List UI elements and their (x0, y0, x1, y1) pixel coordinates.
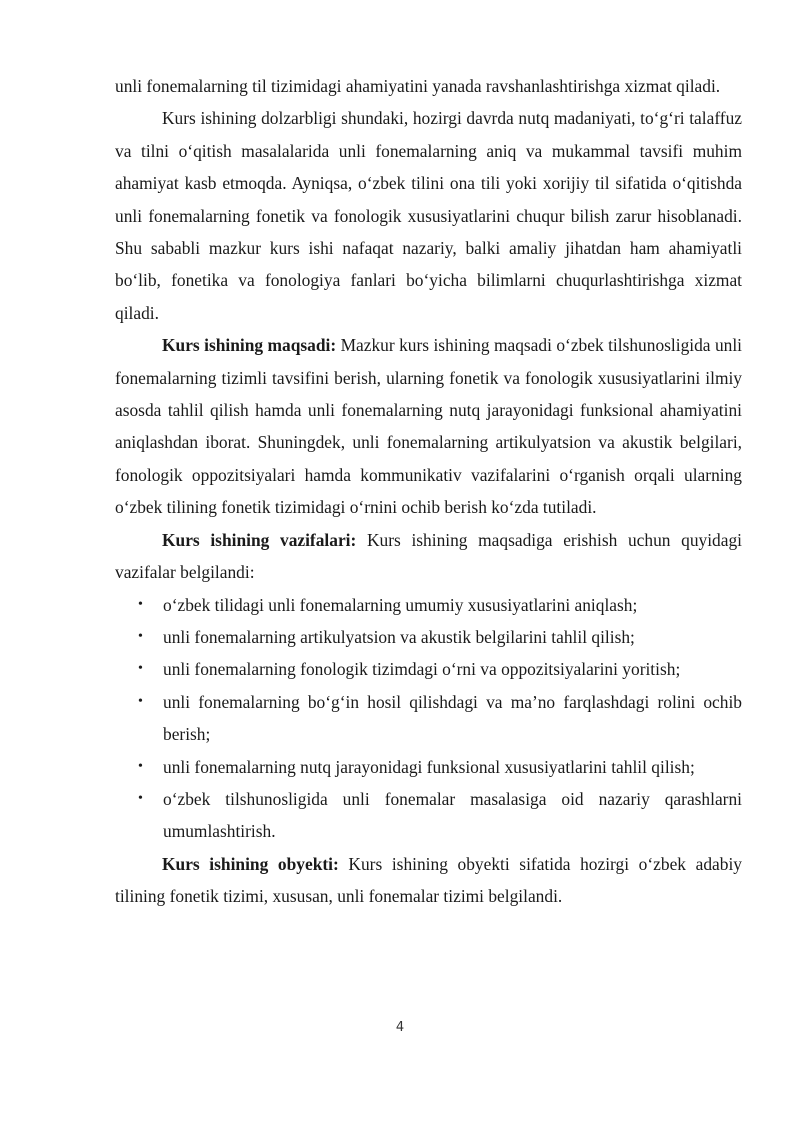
task-text: o‘zbek tilidagi unli fonemalarning umumiy xususiyatlarini aniqlash; (163, 594, 638, 615)
task-text: unli fonemalarning nutq jarayonidagi funksional xususiyatlarini tahlil qilish; (163, 756, 695, 777)
list-item (138, 589, 742, 621)
page-number: 4 (395, 1020, 405, 1035)
bullet-icon: • (138, 693, 143, 709)
list-item (138, 653, 742, 685)
page-body (115, 70, 742, 913)
task-text: unli fonemalarning artikulyatsion va akustik belgilarini tahlil qilish; (163, 626, 635, 647)
object-heading: Kurs ishining obyekti: (162, 853, 339, 874)
paragraph-object (115, 848, 742, 913)
list-item (138, 621, 742, 653)
bullet-icon: • (138, 628, 143, 644)
task-text: o‘zbek tilshunosligida unli fonemalar masalasiga oid nazariy qarashlarni umumlashtirish. (163, 788, 742, 842)
list-item (138, 751, 742, 783)
tasks-heading: Kurs ishining vazifalari: (162, 529, 357, 550)
list-item (138, 783, 742, 848)
bullet-icon: • (138, 758, 143, 774)
purpose-heading: Kurs ishining maqsadi: (162, 335, 337, 356)
paragraph-tasks (115, 524, 742, 589)
list-item (138, 686, 742, 751)
paragraph-relevance: Kurs ishining dolzarbligi shundaki, hozirgi davrda nutq madaniyati, to‘g‘ri talaffuz va tilni o‘qitish masalalarida unli fonemalarning aniq va mukammal tavsifi muhim ahamiyat kasb etmoqda. Ayniqsa, o‘zbek tilini ona tili yoki xorijiy til sifatida o‘qitishda unli fonemalarning fonetik va fonologik xususiyatlarini chuqur bilish zarur hisoblanadi. Shu sababli mazkur kurs ishi nafaqat nazariy, balki amaliy jihatdan ham ahamiyatli bo‘lib, fonetika va fonologiya fanlari bo‘yicha bilimlarni chuqurlashtirishga xizmat qiladi. (115, 108, 742, 323)
paragraph-continuation: unli fonemalarning til tizimidagi ahamiyatini yanada ravshanlashtirishga xizmat qiladi. (115, 76, 721, 96)
tasks-intro-text: Kurs ishining maqsadiga erishish uchun quyidagi vazifalar belgilandi: (115, 529, 742, 583)
purpose-text: Mazkur kurs ishining maqsadi o‘zbek tilshunosligida unli fonemalarning tizimli tavsifini berish, ularning fonetik va fonologik xususiyatlarini ilmiy asosda tahlil qilish hamda unli fonemalarning nutq jarayonidagi funksional ahamiyatini aniqlashdan iborat. Shuningdek, unli fonemalarning artikulyatsion va akustik belgilari, fonologik oppozitsiyalari hamda kommunikativ vazifalarini o‘rganish orqali ularning o‘zbek tilining fonetik tizimidagi o‘rnini ochib berish ko‘zda tutiladi. (115, 335, 742, 518)
tasks-list (115, 589, 742, 848)
paragraph-purpose (115, 329, 742, 523)
object-text: Kurs ishining obyekti sifatida hozirgi o‘zbek adabiy tilining fonetik tizimi, xususan, unli fonemalar tizimi belgilandi. (115, 853, 742, 907)
bullet-icon: • (138, 661, 143, 677)
bullet-icon: • (138, 790, 143, 806)
bullet-icon: • (138, 596, 143, 612)
task-text: unli fonemalarning bo‘g‘in hosil qilishdagi va ma’no farqlashdagi rolini ochib berish; (163, 691, 742, 745)
task-text: unli fonemalarning fonologik tizimdagi o‘rni va oppozitsiyalarini yoritish; (163, 659, 681, 680)
